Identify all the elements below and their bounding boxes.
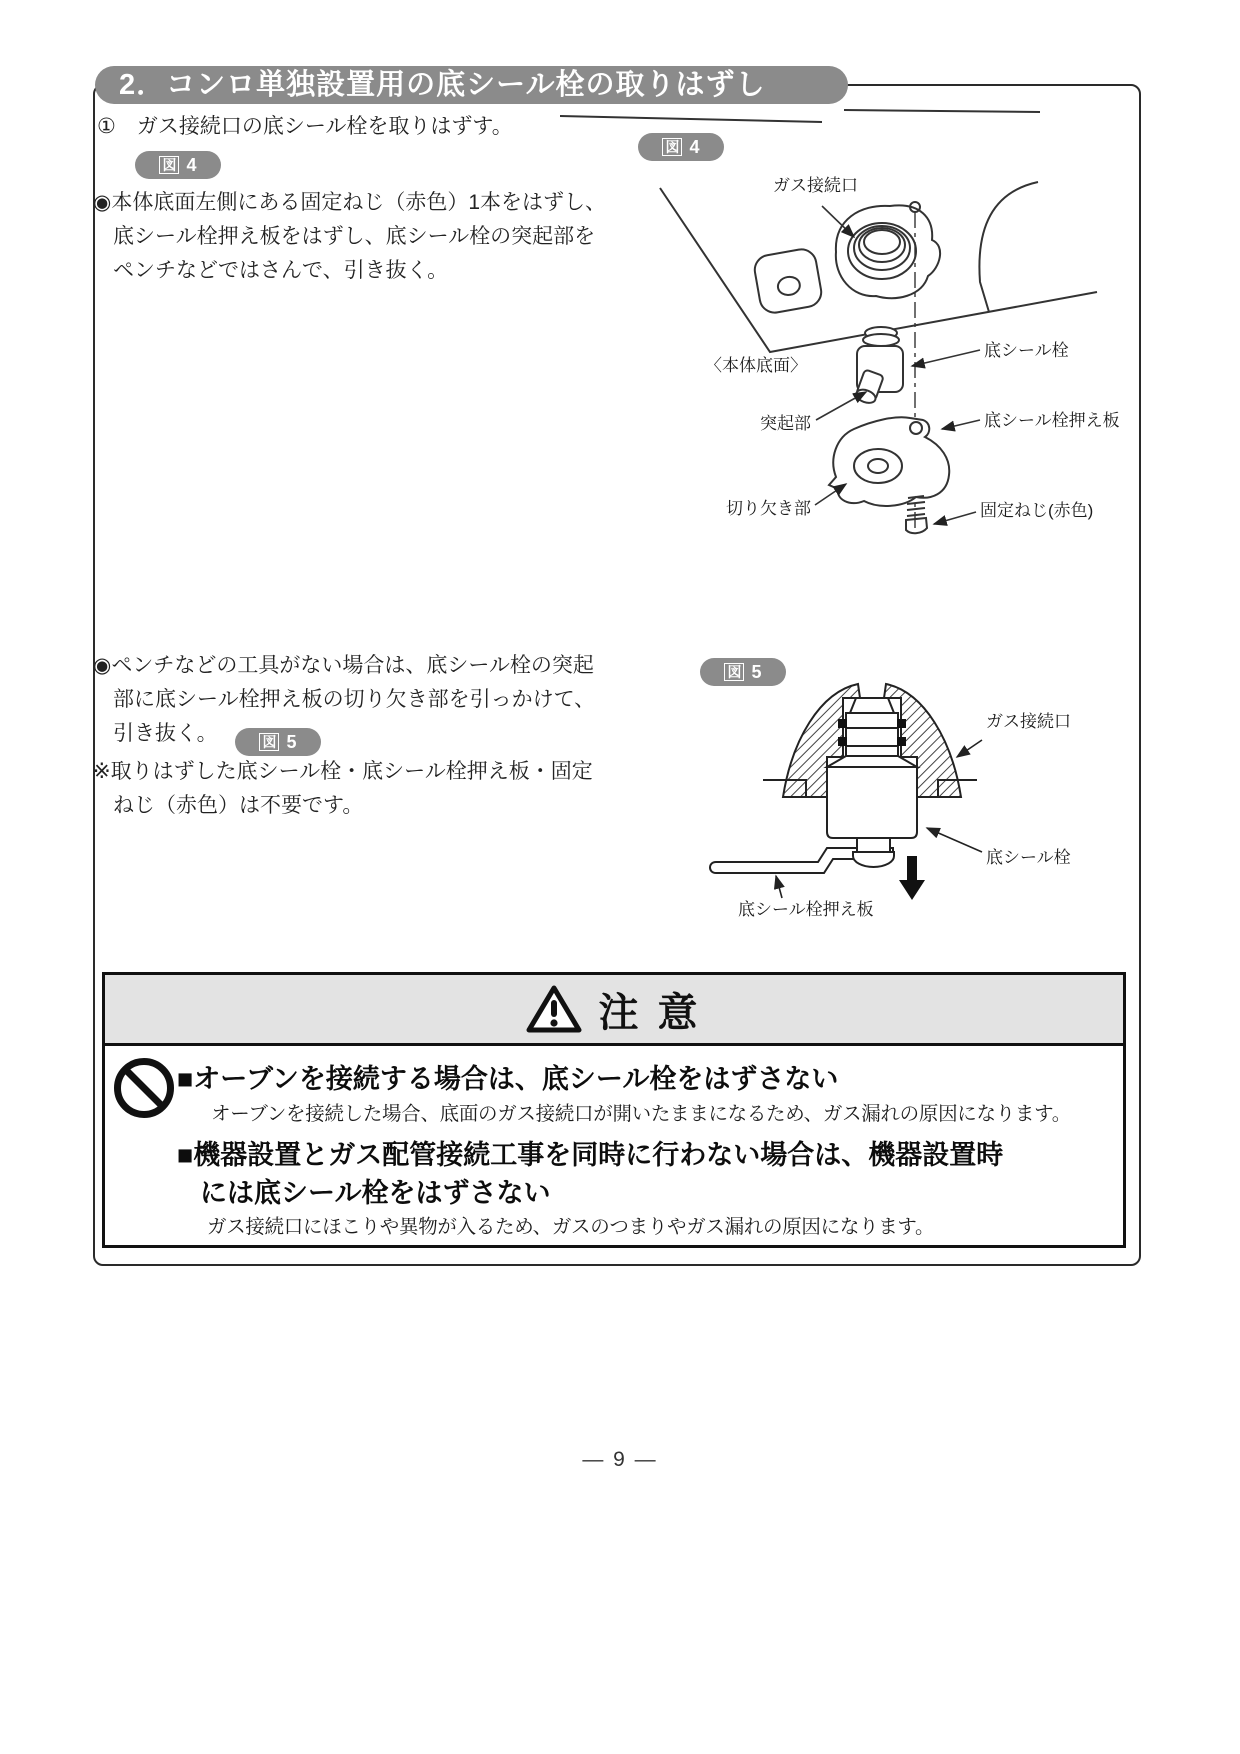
- fig5-drawing: [620, 640, 1140, 940]
- caution-box: [102, 972, 1126, 1248]
- fig4-badge-inline: [135, 151, 221, 179]
- fig4-badge-icon: 図: [159, 156, 179, 174]
- bullet1-paragraph: [93, 186, 606, 288]
- figure-5: [620, 640, 1140, 940]
- fig4-label-protrusion: 突起部: [760, 414, 811, 433]
- fig5-pull-arrow: [899, 856, 925, 900]
- section-title: [95, 66, 848, 104]
- fig4-badge-number: 4: [186, 154, 197, 175]
- fig5-badge-number: 5: [286, 731, 297, 752]
- note-line2: ねじ（赤色）は不要です。: [113, 794, 364, 817]
- fig4-label-notch: 切り欠き部: [726, 499, 811, 518]
- fig4-label-unit-bottom: 〈本体底面〉: [705, 356, 807, 375]
- fig5-seal-plug: [827, 698, 917, 867]
- fig4-panel-top-edge: [560, 110, 1040, 122]
- fig4-caption-number: 4: [689, 136, 700, 157]
- fig5-label-press-plate: 底シール栓押え板: [738, 900, 874, 919]
- caution-title: 注 意: [598, 990, 702, 1035]
- fig4-corner-curve: [979, 182, 1038, 312]
- fig5-label-seal-plug: 底シール栓: [986, 848, 1071, 867]
- note-paragraph: [93, 755, 593, 823]
- caution-item2-heading-line2: には底シール栓をはずさない: [200, 1178, 551, 1208]
- fig4-badge-caption: [638, 133, 724, 161]
- fig4-caption-icon: 図: [662, 138, 682, 156]
- bullet2-line1: ◉ペンチなどの工具がない場合は、底シール栓の突起: [93, 654, 594, 677]
- figure-4: [560, 100, 1140, 560]
- fig5-badge-inline: [235, 728, 321, 756]
- fig4-press-plate: [829, 417, 949, 506]
- bullet1-line1: ◉本体底面左側にある固定ねじ（赤色）1本をはずし、: [93, 191, 607, 214]
- fig4-drawing: [560, 100, 1140, 560]
- bullet1-line2: 底シール栓押え板をはずし、底シール栓の突起部を: [113, 225, 596, 248]
- fig4-label-seal-plug: 底シール栓: [984, 341, 1069, 360]
- page-number: ― 9 ―: [582, 1448, 658, 1471]
- fig5-caption-number: 5: [751, 661, 762, 682]
- bullet2-line2: 部に底シール栓押え板の切り欠き部を引っかけて、: [113, 688, 596, 711]
- fig5-caption-icon: 図: [724, 663, 744, 681]
- bullet2-paragraph: [93, 649, 595, 751]
- fig4-label-press-plate: 底シール栓押え板: [984, 411, 1120, 430]
- prohibition-icon: [113, 1057, 175, 1119]
- caution-header: [105, 975, 1123, 1046]
- bullet1-line3: ペンチなどではさんで、引き抜く。: [113, 259, 449, 282]
- fig5-badge-icon: 図: [259, 733, 279, 751]
- bullet2-line3: 引き抜く。: [113, 722, 218, 745]
- fig4-rounded-hole: [752, 247, 823, 315]
- warning-triangle-icon: [526, 984, 582, 1034]
- step-1-text: ① ガス接続口の底シール栓を取りはずす。: [97, 115, 513, 138]
- section-title-text: 2．コンロ単独設置用の底シール栓の取りはずし: [119, 69, 766, 101]
- caution-item2-heading-line1: ■機器設置とガス配管接続工事を同時に行わない場合は、機器設置時: [177, 1140, 1004, 1170]
- fig4-label-gas-port: ガス接続口: [773, 176, 858, 195]
- caution-item1-heading: ■オーブンを接続する場合は、底シール栓をはずさない: [177, 1064, 839, 1094]
- fig5-label-gas-port: ガス接続口: [986, 712, 1071, 731]
- fig4-gas-port-flange: [836, 205, 940, 298]
- caution-item2-body: ガス接続口にほこりや異物が入るため、ガスのつまりやガス漏れの原因になります。: [207, 1216, 935, 1238]
- caution-item1-body: オーブンを接続した場合、底面のガス接続口が開いたままになるため、ガス漏れの原因になります。: [211, 1103, 1071, 1125]
- fig5-badge-caption: [700, 658, 786, 686]
- fig4-label-fixing-screw: 固定ねじ(赤色): [980, 501, 1094, 520]
- note-line1: ※取りはずした底シール栓・底シール栓押え板・固定: [93, 760, 593, 783]
